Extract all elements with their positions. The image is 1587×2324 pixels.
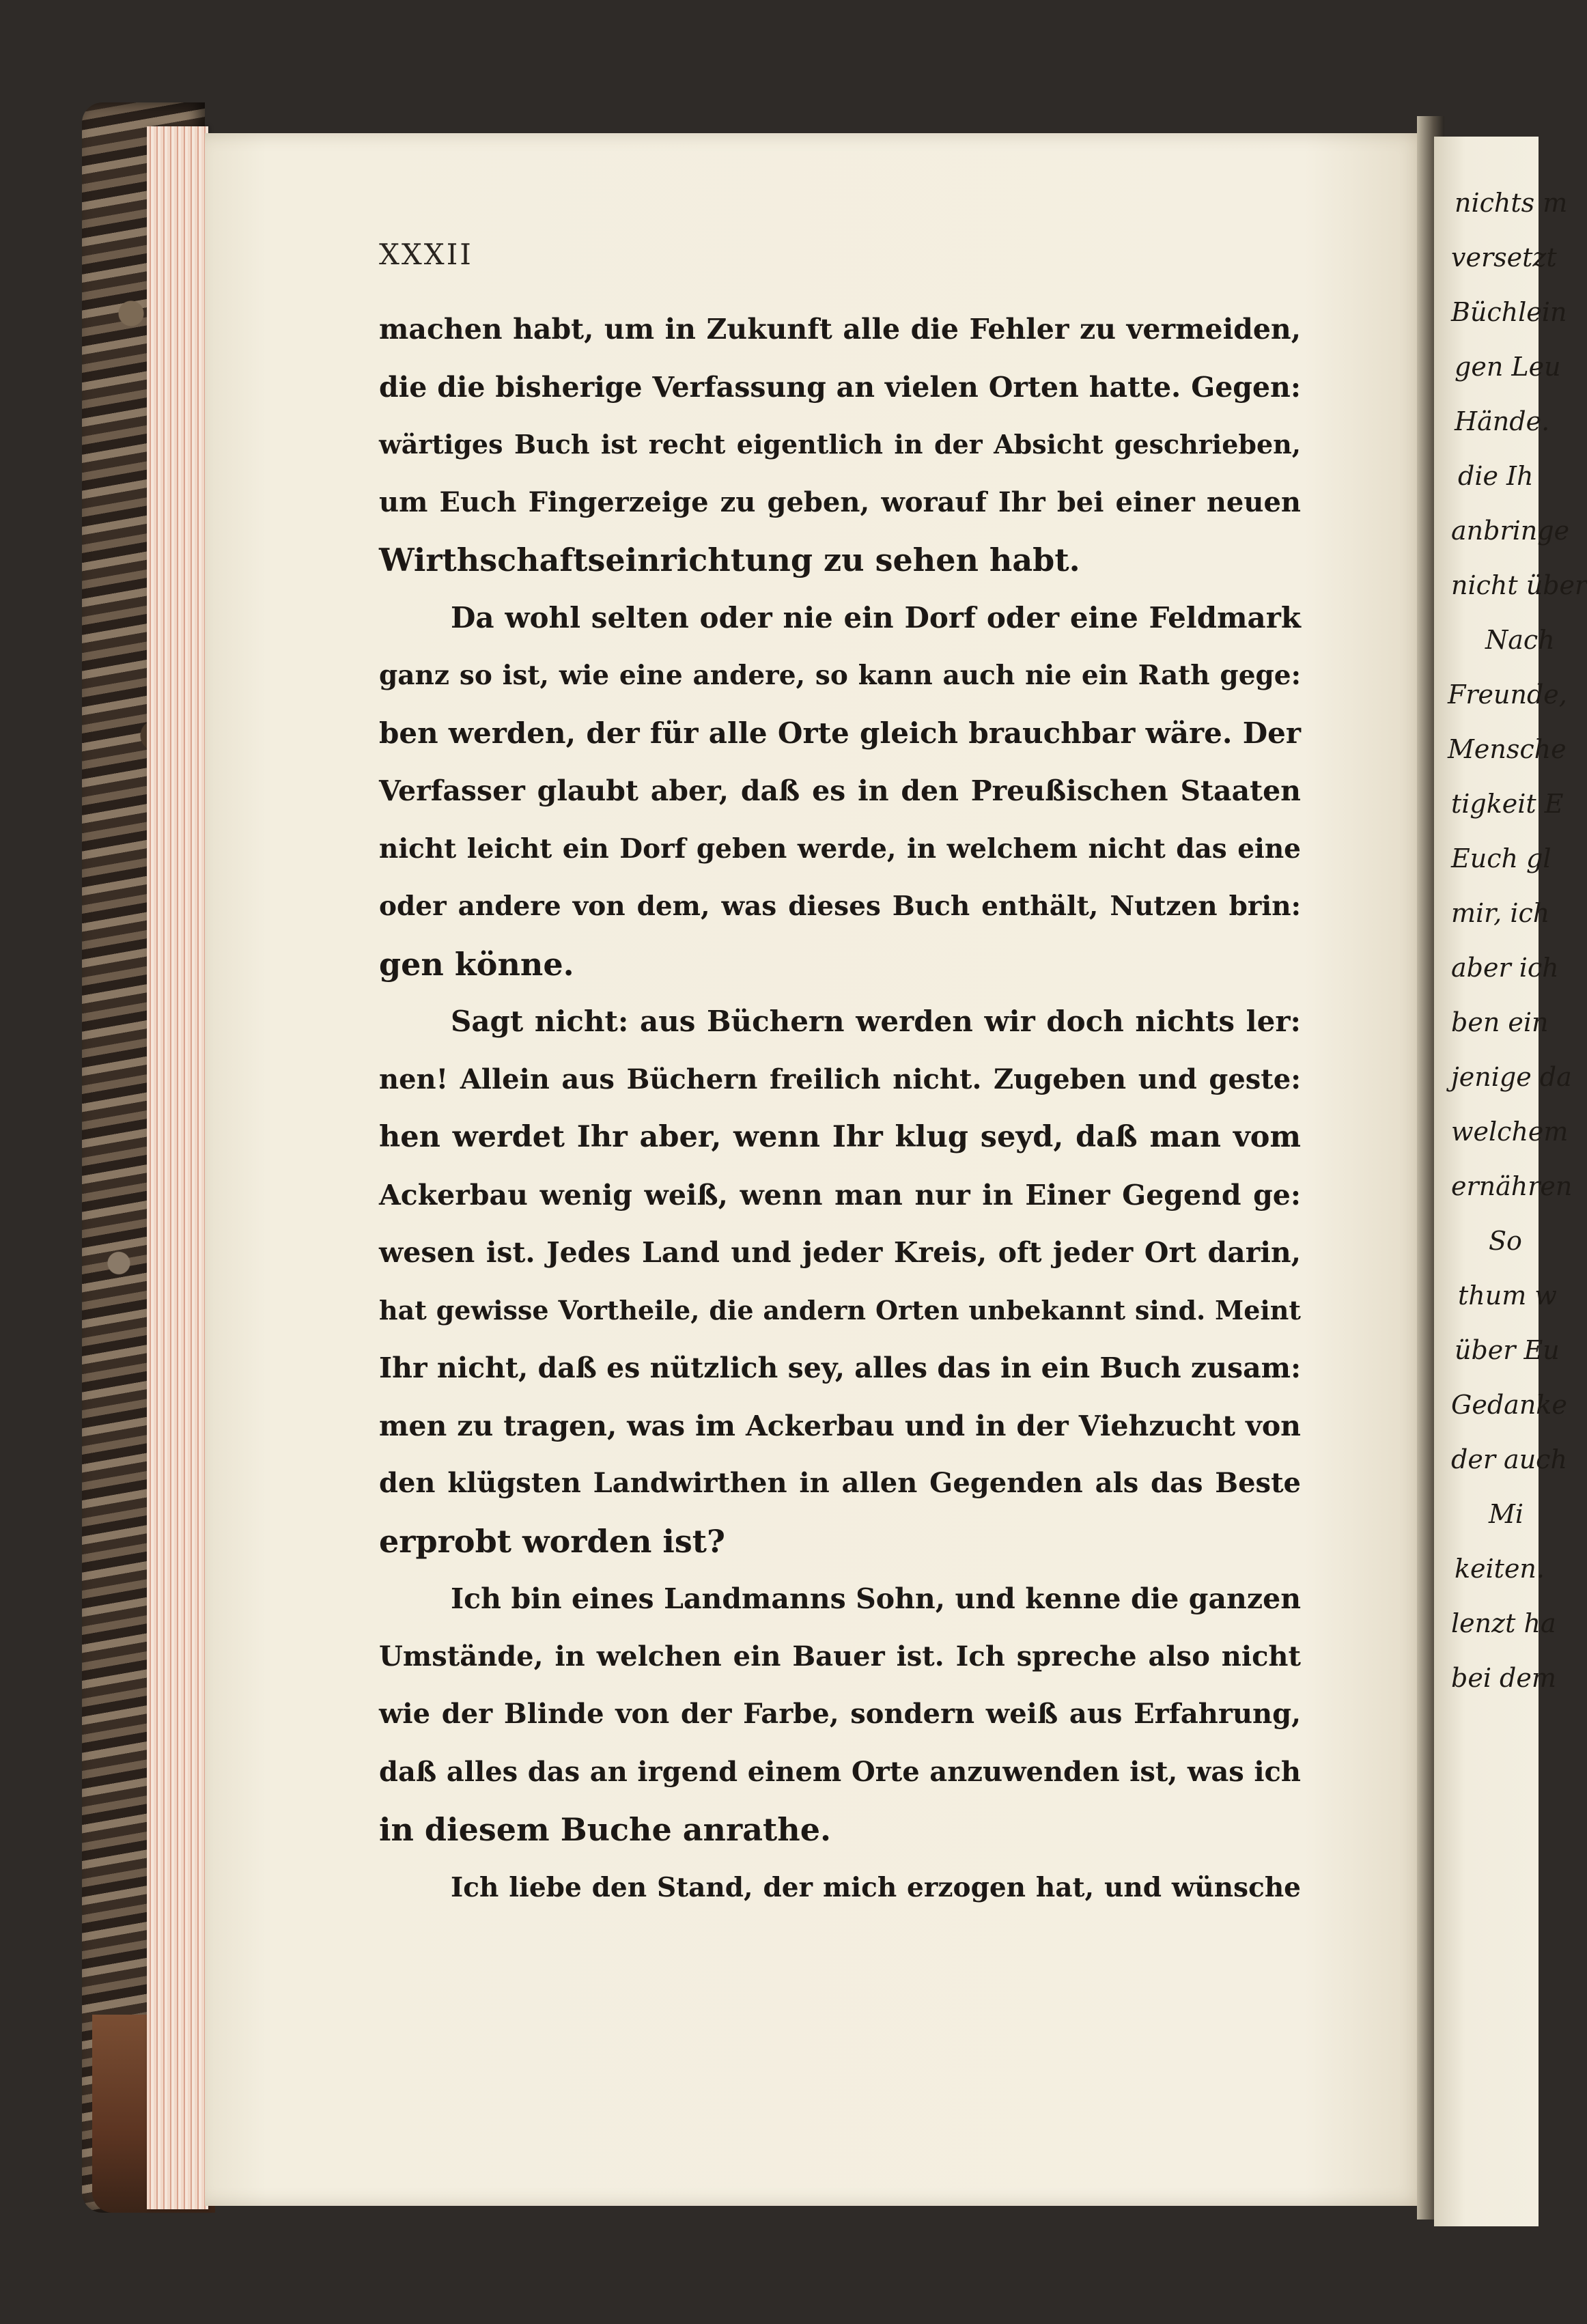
text-line: wie der Blinde von der Farbe, sondern weiß aus Erfahrung,	[379, 1698, 1301, 1730]
text-line: nen! Allein aus Büchern freilich nicht. Zugeben und geste:	[379, 1063, 1301, 1095]
facing-text-fragment: So	[1489, 1226, 1522, 1256]
text-line: Ackerbau wenig weiß, wenn man nur in Einer Gegend ge:	[379, 1178, 1301, 1212]
facing-text-fragment: Nach	[1485, 625, 1555, 655]
facing-text-fragment: thum w	[1458, 1280, 1557, 1311]
facing-text-fragment: Mensche	[1448, 734, 1567, 764]
page-edges	[147, 126, 208, 2209]
text-line: Verfasser glaubt aber, daß es in den Preußischen Staaten	[379, 774, 1301, 807]
facing-text-fragment: Gedanke	[1451, 1390, 1567, 1420]
facing-text-fragment: Freunde,	[1448, 680, 1567, 710]
facing-text-fragment: nichts m	[1455, 188, 1568, 218]
facing-text-fragment: lenzt ha	[1451, 1608, 1556, 1638]
text-line: hat gewisse Vortheile, die andern Orten unbekannt sind. Meint	[379, 1294, 1301, 1326]
facing-text-fragment: mir, ich	[1451, 898, 1550, 928]
text-line: Ich bin eines Landmanns Sohn, und kenne die ganzen	[451, 1582, 1301, 1615]
text-line: Umstände, in welchen ein Bauer ist. Ich spreche also nicht	[379, 1640, 1301, 1672]
facing-text-fragment: der auch	[1451, 1444, 1567, 1474]
facing-text-fragment: ben ein	[1451, 1007, 1549, 1037]
text-line: wärtiges Buch ist recht eigentlich in der Absicht geschrieben,	[379, 429, 1301, 460]
text-line: Sagt nicht: aus Büchern werden wir doch nichts ler:	[451, 1005, 1301, 1038]
text-line: nicht leicht ein Dorf geben werde, in welchem nicht das eine	[379, 832, 1301, 865]
facing-page	[1434, 137, 1587, 2226]
facing-text-fragment: gen Leu	[1455, 352, 1561, 382]
facing-text-fragment: bei dem	[1451, 1663, 1556, 1693]
text-line: um Euch Fingerzeige zu geben, worauf Ihr bei einer neuen	[379, 486, 1301, 518]
text-line: Ihr nicht, daß es nützlich sey, alles das in ein Buch zusam:	[379, 1352, 1302, 1384]
text-line: Da wohl selten oder nie ein Dorf oder eine Feldmark	[451, 600, 1301, 634]
facing-text-fragment: keiten.	[1455, 1554, 1545, 1584]
facing-text-fragment: anbringe	[1451, 516, 1570, 546]
text-line: ben werden, der für alle Orte gleich brauchbar wäre. Der	[379, 716, 1301, 750]
text-line: hen werdet Ihr aber, wenn Ihr klug seyd, daß man vom	[379, 1120, 1301, 1154]
facing-text-fragment: ernähren	[1451, 1171, 1573, 1201]
text-line: die die bisherige Verfassung an vielen Orten hatte. Gegen:	[379, 370, 1301, 404]
facing-text-fragment: nicht über	[1451, 570, 1587, 600]
facing-text-fragment: die Ih	[1458, 461, 1534, 491]
body-text	[379, 300, 1301, 1916]
text-line: Ich liebe den Stand, der mich erzogen hat, und wünsche	[451, 1871, 1301, 1903]
facing-text-fragment: über Eu	[1455, 1335, 1560, 1365]
text-line: erprobt worden ist?	[379, 1522, 725, 1560]
text-line: ganz so ist, wie eine andere, so kann auch nie ein Rath gege:	[379, 660, 1301, 691]
text-line: machen habt, um in Zukunft alle die Fehler zu vermeiden,	[379, 313, 1301, 346]
facing-text-fragment: aber ich	[1451, 953, 1559, 983]
facing-text-fragment: jenige da	[1451, 1062, 1572, 1092]
facing-text-fragment: Büchlein	[1451, 297, 1567, 327]
facing-text-fragment: Mi	[1489, 1499, 1524, 1529]
facing-text-fragment: welchem	[1451, 1117, 1569, 1147]
text-line: wesen ist. Jedes Land und jeder Kreis, oft jeder Ort darin,	[379, 1236, 1301, 1269]
text-line: Wirthschaftseinrichtung zu sehen habt.	[379, 542, 1080, 578]
text-line: gen könne.	[379, 945, 574, 983]
facing-text-fragment: Hände.	[1455, 406, 1550, 436]
text-line: men zu tragen, was im Ackerbau und in der Viehzucht von	[379, 1409, 1301, 1442]
text-line: oder andere von dem, was dieses Buch enthält, Nutzen brin:	[379, 891, 1301, 922]
facing-text-fragment: tigkeit E	[1451, 789, 1564, 819]
text-line: daß alles das an irgend einem Orte anzuwenden ist, was ich	[379, 1755, 1301, 1788]
text-line: in diesem Buche anrathe.	[379, 1811, 832, 1848]
facing-text-fragment: Euch gl	[1451, 843, 1551, 873]
text-line: den klügsten Landwirthen in allen Gegenden als das Beste	[379, 1467, 1301, 1499]
facing-text-fragment: versetzt	[1451, 242, 1557, 272]
page-number: XXXII	[379, 238, 473, 271]
